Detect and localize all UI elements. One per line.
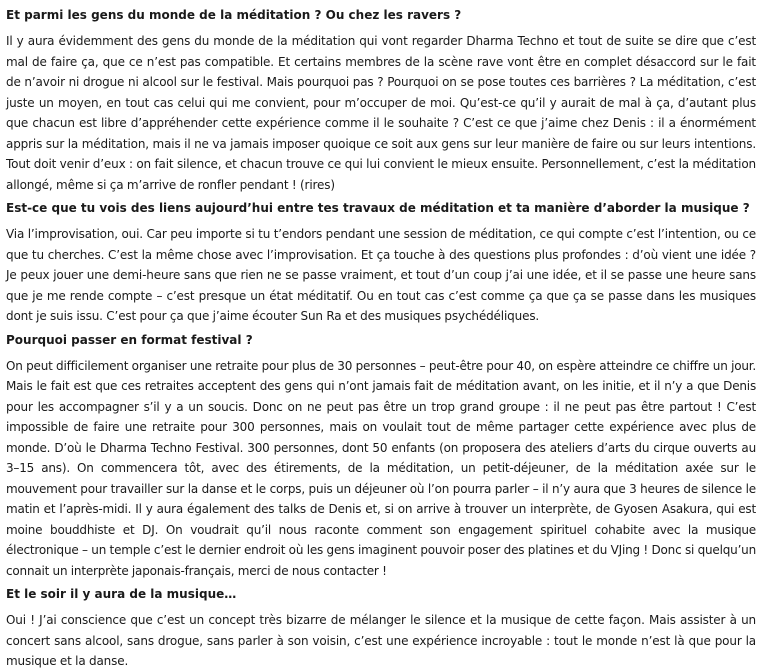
interview-question: Est-ce que tu vois des liens aujourd’hui entre tes travaux de méditation et ta manière d’aborder la musique ? [6, 201, 750, 215]
interview-question: Pourquoi passer en format festival ? [6, 332, 253, 347]
interview-answer: Via l’improvisation, oui. Car peu importe si tu t’endors pendant une session de méditation, ce qui compte c’est l’intention, ou ce que tu cherches. C’est la même chose avec l’improvisation. Et ça touche à des questions plus profondes : d’où vient une idée ? Je peux jouer une demi-heure sans que rien ne se passe vraiment, et tout d’un coup j’ai une idée, et il se passe une heure sans que je me rende compte – c’est presque un état méditatif. Ou en tout cas c’est comme ça que ça se passe dans les musiques dont je suis issu. C’est pour ça que j’aime écouter Sun Ra et des musiques psychédéliques. [6, 227, 756, 323]
interview-answer: On peut difficilement organiser une retraite pour plus de 30 personnes – peut-être pour 40, on espère atteindre ce chiffre un jour. Mais le fait est que ces retraites acceptent des gens qui n’ont jamais fait de méditation avant, on les initie, et il n’y a que Denis pour les accompagner s’il y a un soucis. Donc on ne peut pas être un trop grand groupe : il ne peut pas être partout ! C’est impossible de faire une retraite pour 300 personnes, mais on voulait tout de même partager cette expérience avec plus de monde. D’où le Dharma Techno Festival. 300 personnes, dont 50 enfants (on proposera des ateliers d’arts du cirque ouverts au 3–15 ans). On commencera tôt, avec des étirements, de la méditation, un petit-déjeuner, de la méditation axée sur le mouvement pour travailler sur la danse et le corps, puis un déjeuner où l’on pourra parler – il n’y aura que 3 heures de silence le matin et l’après-midi. Il y aura également des talks de Denis et, si on arrive à trouver un interprète, de Gyosen Asakura, qui est moine bouddhiste et DJ. On voudrait qu’il nous raconte comment son engagement spirituel cohabite avec la musique électronique – un temple c’est le dernier endroit où les gens imaginent pouvoir poser des platines et du VJing ! Donc si quelqu’un connait un interprète japonais-français, merci de nous contacter ! [6, 358, 756, 578]
interview-question: Et le soir il y aura de la musique… [6, 587, 237, 601]
interview-answer: Il y aura évidemment des gens du monde de la méditation qui vont regarder Dharma Techno et tout de suite se dire que c’est mal de faire ça, que ce n’est pas compatible. Et certains membres de la scène rave vont être en complet désaccord sur le fait de n’avoir ni drogue ni alcool sur le festival. Mais pourquoi pas ? Pourquoi on se pose toutes ces barrières ? La méditation, c’est juste un moyen, en tout cas celui qui me convient, pour m’occuper de moi. Qu’est-ce qu’il y aurait de mal à ça, d’autant plus que chacun est libre d’appréhender cette expérience comme il le souhaite ? C’est ce que j’aime chez Denis : il a énormément appris sur la méditation, mais il ne va jamais imposer quoique ce soit aux gens sur leur manière de faire ou sur leurs intentions. Tout doit venir d’eux : on fait silence, et chacun trouve ce qui lui convient le mieux ensuite. Personnellement, c’est la méditation allongé, même si ça m’arrive de ronfler pendant ! (rires) [6, 34, 756, 192]
interview-question: Et parmi les gens du monde de la méditation ? Ou chez les ravers ? [6, 8, 462, 22]
interview-answer: Oui ! J’ai conscience que c’est un concept très bizarre de mélanger le silence et la musique de cette façon. Mais assister à un concert sans alcool, sans drogue, sans parler à son voisin, c’est une expérience incroyable : tout le monde n’est là que pour la musique et la danse. [6, 613, 756, 668]
